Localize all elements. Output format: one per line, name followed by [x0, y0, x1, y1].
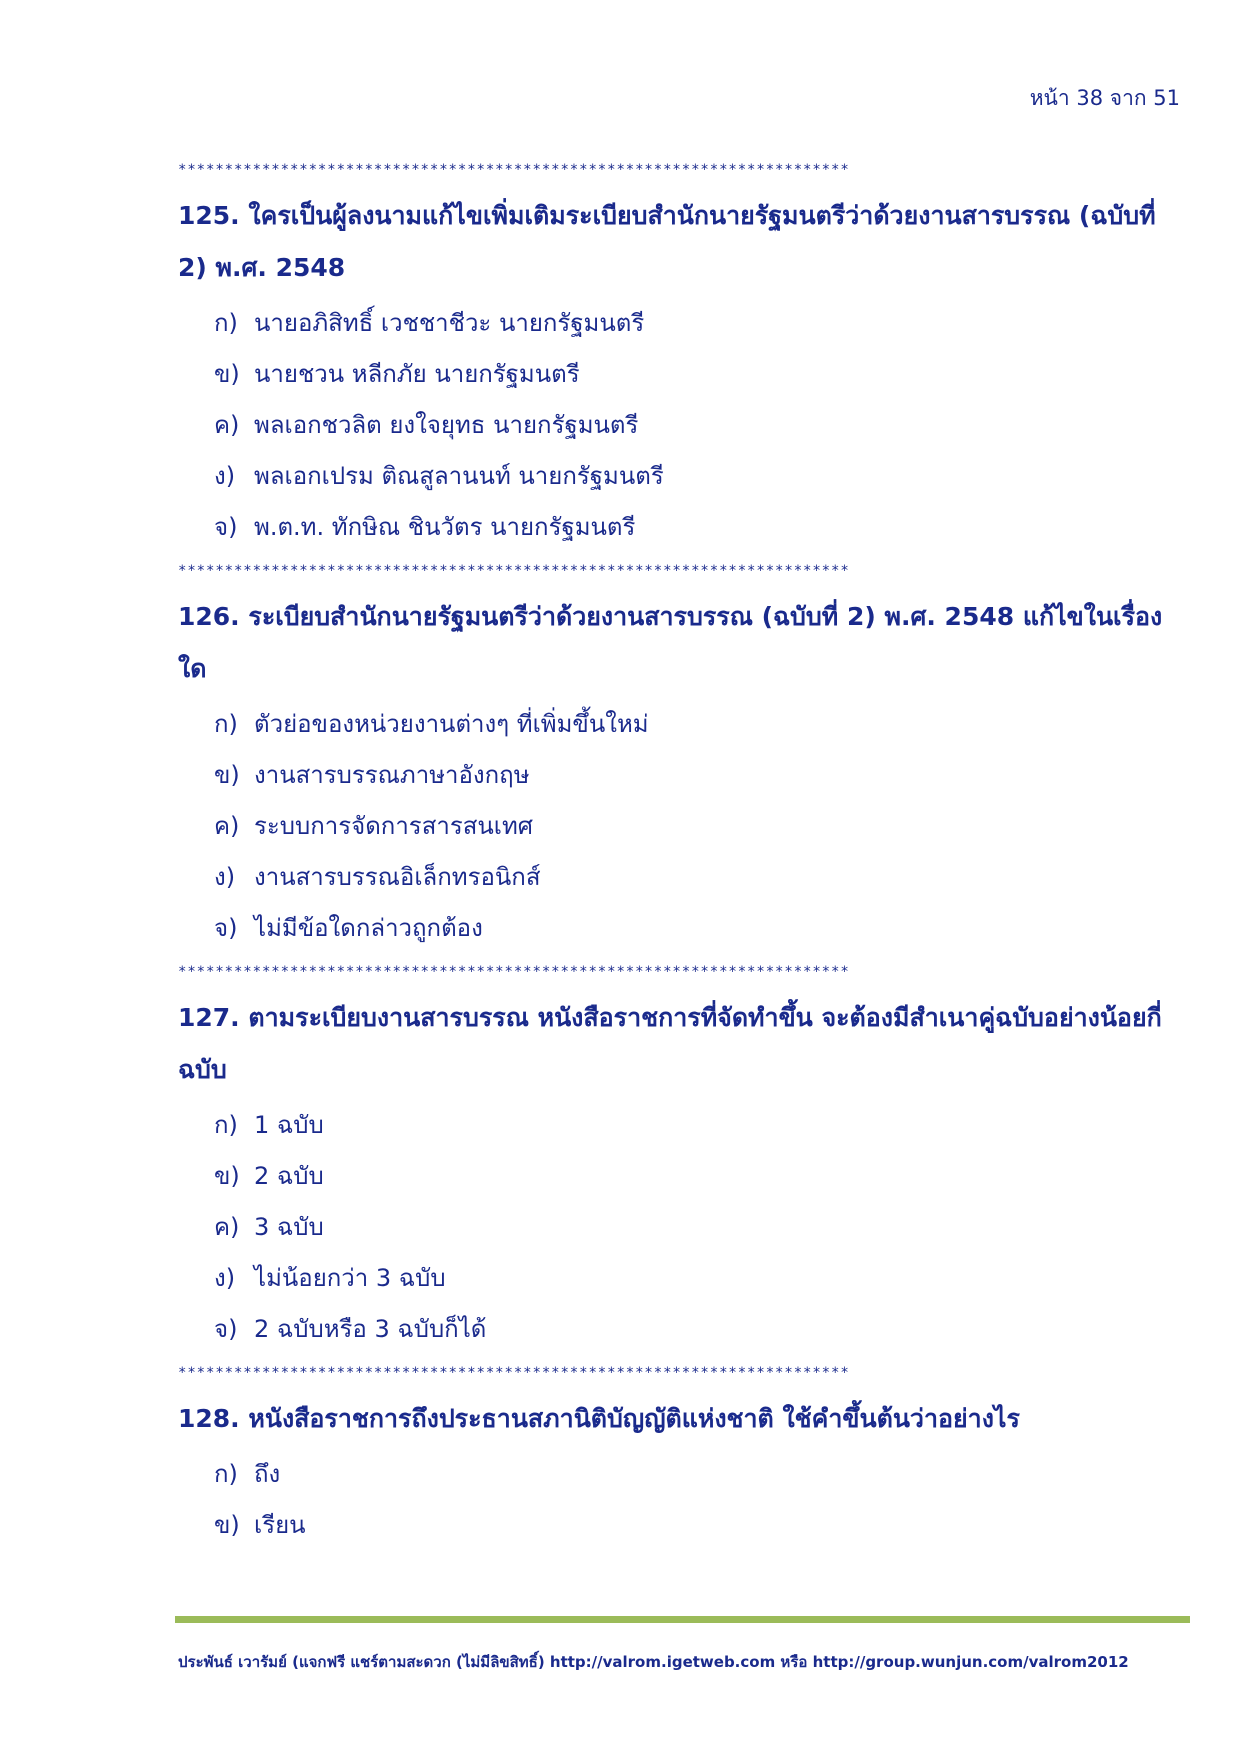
choice-item [214, 1500, 1188, 1551]
choice-letter: ง) [214, 462, 236, 490]
choice-item [214, 699, 1188, 750]
choice-item [214, 801, 1188, 852]
choice-item [214, 1253, 1188, 1304]
footer-rule [175, 1616, 1190, 1623]
choice-item [214, 1304, 1188, 1355]
divider: ************************************************************************ [178, 964, 850, 980]
choice-item [214, 903, 1188, 954]
choice-text: งานสารบรรณอิเล็กทรอนิกส์ [254, 863, 541, 891]
choice-list [178, 699, 1188, 954]
choice-text: ไม่มีข้อใดกล่าวถูกต้อง [254, 914, 483, 942]
question-text: 126. ระเบียบสำนักนายรัฐมนตรีว่าด้วยงานสารบรรณ (ฉบับที่ 2) พ.ศ. 2548 แก้ไขในเรื่องใด [178, 602, 1163, 683]
choice-text: นายอภิสิทธิ์ เวชชาชีวะ นายกรัฐมนตรี [254, 309, 645, 337]
choice-text: ระบบการจัดการสารสนเทศ [254, 812, 534, 840]
choice-text: ตัวย่อของหน่วยงานต่างๆ ที่เพิ่มขึ้นใหม่ [254, 710, 649, 738]
choice-list [178, 298, 1188, 553]
choice-text: นายชวน หลีกภัย นายกรัฐมนตรี [254, 360, 580, 388]
choice-letter: จ) [214, 1315, 238, 1343]
choice-letter: จ) [214, 513, 238, 541]
question-text: 125. ใครเป็นผู้ลงนามแก้ไขเพิ่มเติมระเบียบสำนักนายรัฐมนตรีว่าด้วยงานสารบรรณ (ฉบับที่ 2) พ.ศ. 2548 [178, 201, 1156, 282]
choice-text: พลเอกชวลิต ยงใจยุทธ นายกรัฐมนตรี [254, 411, 639, 439]
choice-text: พลเอกเปรม ติณสูลานนท์ นายกรัฐมนตรี [254, 462, 664, 490]
choice-list [178, 1449, 1188, 1551]
choice-letter: ง) [214, 1264, 236, 1292]
question-text: 127. ตามระเบียบงานสารบรรณ หนังสือราชการที่จัดทำขึ้น จะต้องมีสำเนาคู่ฉบับอย่างน้อยกี่ฉบับ [178, 1003, 1162, 1084]
choice-letter: ข) [214, 761, 240, 789]
choice-item [214, 852, 1188, 903]
choice-letter: ค) [214, 411, 240, 439]
footer-text: ประพันธ์ เวารัมย์ (แจกฟรี แชร์ตามสะดวก (ไม่มีลิขสิทธิ์) http://valrom.igetweb.com หรือ http://group.wunjun.com/valrom2012 [178, 1653, 1129, 1671]
question-block [178, 190, 1188, 553]
choice-list [178, 1100, 1188, 1355]
choice-text: 1 ฉบับ [254, 1111, 324, 1139]
divider: ************************************************************************ [178, 1365, 850, 1381]
choice-item [214, 1202, 1188, 1253]
choice-letter: ข) [214, 1162, 240, 1190]
choice-letter: ก) [214, 1460, 238, 1488]
choice-text: งานสารบรรณภาษาอังกฤษ [254, 761, 530, 789]
question-block [178, 591, 1188, 954]
page-number: หน้า 38 จาก 51 [1029, 86, 1180, 110]
choice-text: ถึง [254, 1460, 281, 1488]
choice-letter: ค) [214, 812, 240, 840]
choice-letter: จ) [214, 914, 238, 942]
question-block [178, 1393, 1188, 1551]
divider: ************************************************************************ [178, 563, 850, 579]
choice-item [214, 298, 1188, 349]
choice-item [214, 1100, 1188, 1151]
choice-item [214, 502, 1188, 553]
choice-letter: ค) [214, 1213, 240, 1241]
choice-letter: ก) [214, 309, 238, 337]
question-text: 128. หนังสือราชการถึงประธานสภานิติบัญญัติแห่งชาติ ใช้คำขึ้นต้นว่าอย่างไร [178, 1404, 1020, 1433]
choice-item [214, 1449, 1188, 1500]
choice-letter: ข) [214, 1511, 240, 1539]
choice-text: พ.ต.ท. ทักษิณ ชินวัตร นายกรัฐมนตรี [254, 513, 636, 541]
choice-text: 2 ฉบับ [254, 1162, 324, 1190]
divider: ************************************************************************ [178, 162, 850, 178]
choice-item [214, 451, 1188, 502]
choice-text: เรียน [254, 1511, 306, 1539]
choice-item [214, 750, 1188, 801]
question-block [178, 992, 1188, 1355]
choice-letter: ข) [214, 360, 240, 388]
question-list [178, 160, 1188, 1559]
choice-letter: ก) [214, 710, 238, 738]
choice-item [214, 400, 1188, 451]
choice-text: 2 ฉบับหรือ 3 ฉบับก็ได้ [254, 1315, 487, 1343]
choice-item [214, 349, 1188, 400]
choice-item [214, 1151, 1188, 1202]
choice-text: 3 ฉบับ [254, 1213, 324, 1241]
choice-letter: ก) [214, 1111, 238, 1139]
choice-text: ไม่น้อยกว่า 3 ฉบับ [254, 1264, 446, 1292]
choice-letter: ง) [214, 863, 236, 891]
